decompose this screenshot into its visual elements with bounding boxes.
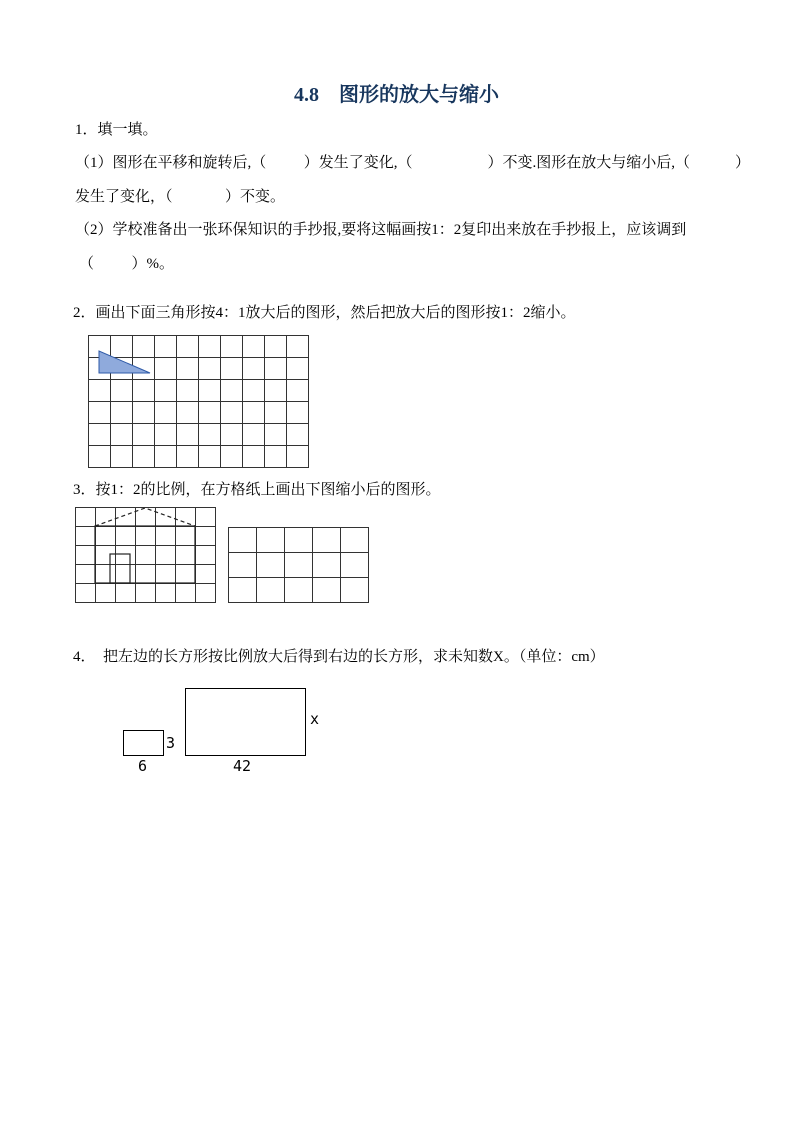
q4-small-rectangle — [123, 730, 164, 756]
q2-grid-border — [89, 336, 309, 468]
q3-target-grid — [228, 527, 370, 604]
q4-small-height-label: 3 — [166, 734, 176, 752]
q1-part2-line1: （2）学校准备出一张环保知识的手抄报,要将这幅画按1：2复印出来放在手抄报上，应该调到 — [75, 222, 687, 238]
q4-large-rectangle — [185, 688, 306, 756]
q4-small-width-label: 6 — [138, 757, 148, 775]
q1-heading: 1．填一填。 — [75, 122, 158, 138]
q2-grid — [88, 335, 310, 469]
q2-prompt: 2．画出下面三角形按4：1放大后的图形，然后把放大后的图形按1：2缩小。 — [73, 305, 576, 321]
q4-large-height-label: x — [310, 710, 320, 728]
q1-part1-line2: 发生了变化，（ ）不变。 — [75, 189, 286, 205]
q4-prompt: 4． 把左边的长方形按比例放大后得到右边的长方形，求未知数X。（单位：cm） — [73, 649, 605, 665]
q3-target-grid-border — [229, 528, 369, 603]
q1-part2-line2: （ ）%。 — [79, 256, 174, 272]
q4-large-width-label: 42 — [233, 757, 252, 775]
page-title: 4.8 图形的放大与缩小 — [294, 84, 499, 106]
q3-prompt: 3．按1：2的比例，在方格纸上画出下图缩小后的图形。 — [73, 482, 441, 498]
q1-part1-line1: （1）图形在平移和旋转后,（ ）发生了变化,（ ）不变.图形在放大与缩小后,（ ） — [75, 155, 751, 171]
q3-source-grid — [75, 507, 217, 604]
